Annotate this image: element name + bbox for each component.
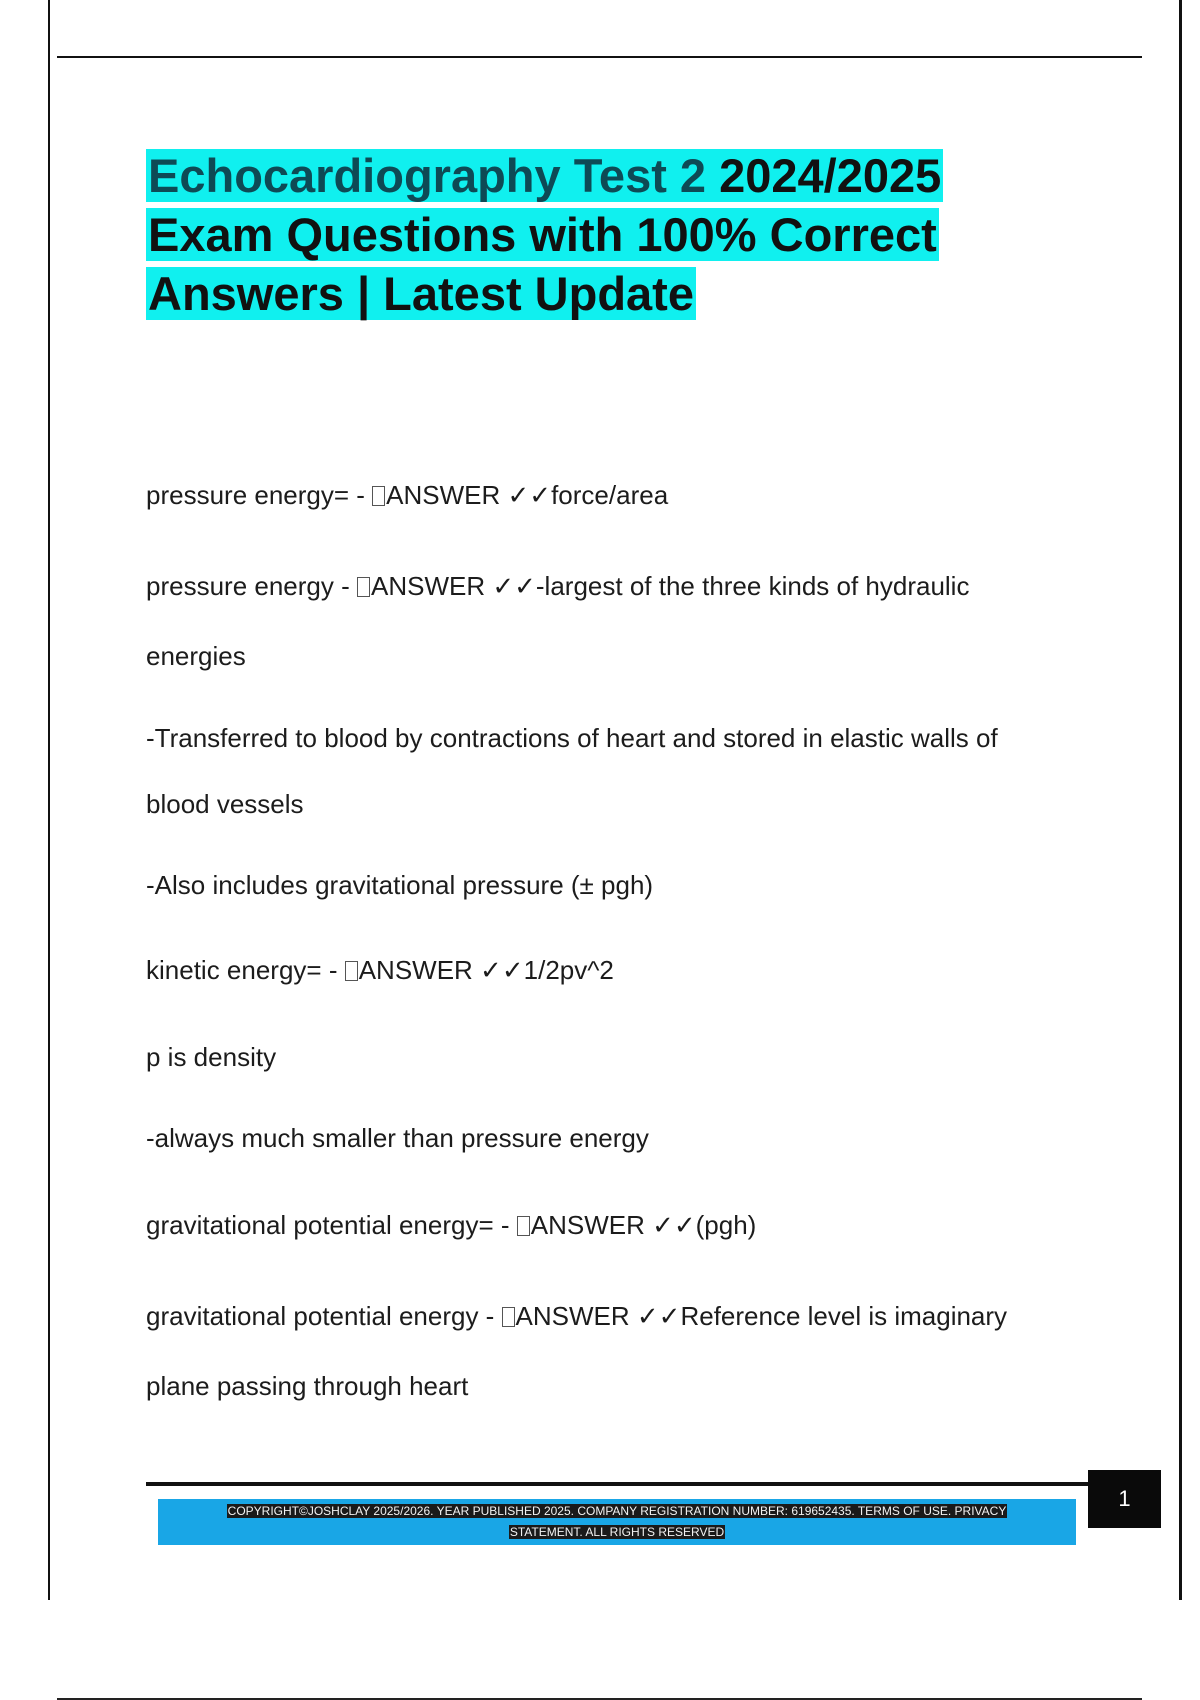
question-text: pressure energy= -	[146, 480, 373, 510]
question-text: pressure energy -	[146, 571, 357, 601]
footer-rule	[146, 1482, 1092, 1486]
copyright-banner	[158, 1499, 1076, 1545]
qa-entry	[146, 480, 668, 511]
answer-continuation: p is density	[146, 1042, 277, 1072]
title-line-1-year: 2024/2025	[719, 149, 942, 202]
answer-text: ANSWER ✓✓-largest of the three kinds of hydraulic	[370, 571, 970, 601]
qa-entry	[146, 955, 614, 986]
question-text: gravitational potential energy= -	[146, 1210, 517, 1240]
document-title	[146, 146, 1046, 323]
qa-entry	[146, 571, 969, 602]
answer-continuation: blood vessels	[146, 789, 304, 819]
answer-text: ANSWER ✓✓1/2pv^2	[358, 955, 614, 985]
answer-text: ANSWER ✓✓Reference level is imaginary	[515, 1301, 1008, 1331]
question-text: gravitational potential energy -	[146, 1301, 502, 1331]
answer-continuation: -always much smaller than pressure energy	[146, 1123, 649, 1153]
question-text: kinetic energy= -	[146, 955, 345, 985]
copyright-line-1: COPYRIGHT©JOSHCLAY 2025/2026. YEAR PUBLISHED 2025. COMPANY REGISTRATION NUMBER: 619652435. TERMS OF USE. PRIVACY	[227, 1504, 1007, 1518]
answer-continuation: plane passing through heart	[146, 1371, 469, 1401]
missing-glyph-box-icon	[517, 1216, 530, 1236]
header-rule	[57, 56, 1142, 58]
answer-text: ANSWER ✓✓(pgh)	[530, 1210, 757, 1240]
title-line-1	[146, 149, 943, 202]
answer-continuation: energies	[146, 641, 246, 671]
page-number: 1	[1088, 1470, 1161, 1528]
title-line-3: Answers | Latest Update	[148, 267, 694, 320]
missing-glyph-box-icon	[345, 961, 358, 981]
answer-text: ANSWER ✓✓force/area	[386, 480, 669, 510]
qa-entry	[146, 1210, 756, 1241]
missing-glyph-box-icon	[372, 486, 385, 506]
title-line-1-course: Echocardiography Test 2	[148, 149, 707, 202]
title-line-2: Exam Questions with 100% Correct	[148, 208, 937, 261]
missing-glyph-box-icon	[502, 1307, 515, 1327]
copyright-line-2: STATEMENT. ALL RIGHTS RESERVED	[509, 1525, 725, 1539]
answer-continuation: -Transferred to blood by contractions of heart and stored in elastic walls of	[146, 723, 998, 753]
missing-glyph-box-icon	[357, 577, 370, 597]
answer-continuation: -Also includes gravitational pressure (± pgh)	[146, 870, 654, 900]
qa-entry	[146, 1301, 1007, 1332]
copyright-text	[177, 1501, 1057, 1543]
